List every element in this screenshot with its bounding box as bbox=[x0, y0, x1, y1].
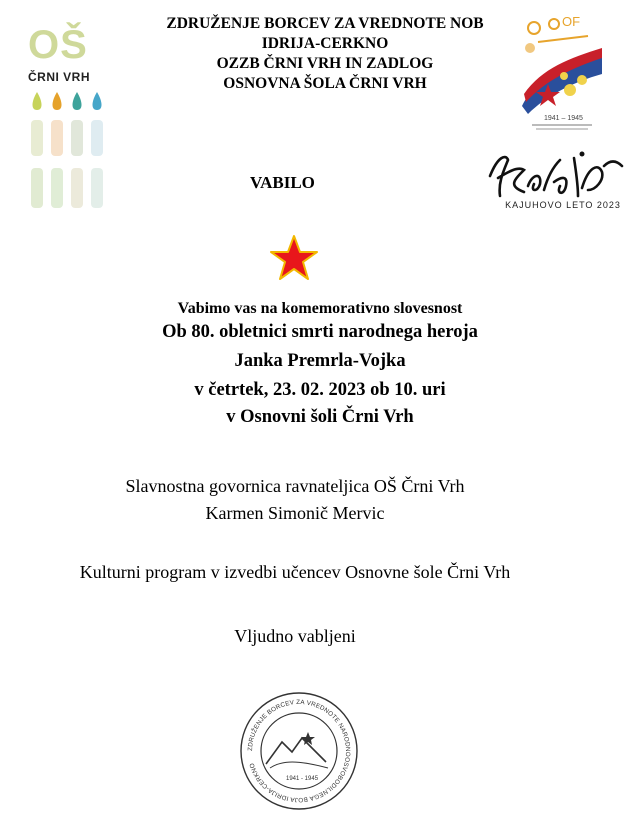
organizer-line-1: ZDRUŽENJE BORCEV ZA VREDNOTE NOB bbox=[166, 15, 484, 32]
school-logo-name: ČRNI VRH bbox=[28, 70, 91, 84]
speaker-name: Karmen Simonič Mervic bbox=[205, 503, 385, 523]
invitation-line-4: v četrtek, 23. 02. 2023 ob 10. uri bbox=[194, 380, 446, 400]
association-stamp bbox=[236, 688, 362, 813]
closing-line: Vljudno vabljeni bbox=[234, 626, 356, 646]
speaker-line: Slavnostna govornica ravnateljica OŠ Črni Vrh bbox=[125, 476, 465, 496]
organizer-line-4: OSNOVNA ŠOLA ČRNI VRH bbox=[223, 75, 427, 92]
school-logo bbox=[28, 23, 110, 226]
document-title: VABILO bbox=[250, 173, 315, 192]
invitation-line-5: v Osnovni šoli Črni Vrh bbox=[226, 407, 414, 427]
organizer-header bbox=[150, 14, 500, 94]
red-star-icon bbox=[268, 234, 320, 284]
stamp-years: 1941 - 1945 bbox=[286, 776, 319, 782]
svg-text:ZDRUŽENJE BORCEV ZA VREDNOTE N bbox=[247, 699, 351, 803]
osvobodilna-fronta-emblem-icon bbox=[518, 14, 606, 132]
oaf-emblem bbox=[518, 14, 606, 132]
stamp-ring-text: ZDRUŽENJE BORCEV ZA VREDNOTE NARODNOOSVOBODILNEGA BOJA IDRIJA-CERKNO bbox=[246, 698, 352, 804]
school-logo-icon bbox=[28, 88, 110, 238]
invitation-line-1: Vabimo vas na komemorativno slovesnost bbox=[177, 300, 463, 317]
cultural-program: Kulturni program v izvedbi učencev Osnovne šole Črni Vrh bbox=[79, 562, 511, 582]
oaf-years: 1941 – 1945 bbox=[544, 115, 583, 122]
invitation-line-3: Janka Premrla-Vojka bbox=[234, 351, 406, 371]
school-logo-abbr: OŠ bbox=[28, 23, 88, 67]
invitation-line-2: Ob 80. obletnici smrti narodnega heroja bbox=[162, 322, 478, 342]
association-stamp-icon bbox=[236, 688, 362, 813]
organizer-line-3: OZZB ČRNI VRH IN ZADLOG bbox=[216, 55, 434, 72]
kajuh-signature-icon bbox=[484, 146, 630, 206]
organizer-line-2: IDRIJA-CERKNO bbox=[261, 35, 389, 52]
kajuh-caption: KAJUHOVO LETO 2023 bbox=[505, 200, 621, 210]
oaf-text: OF bbox=[562, 14, 581, 29]
